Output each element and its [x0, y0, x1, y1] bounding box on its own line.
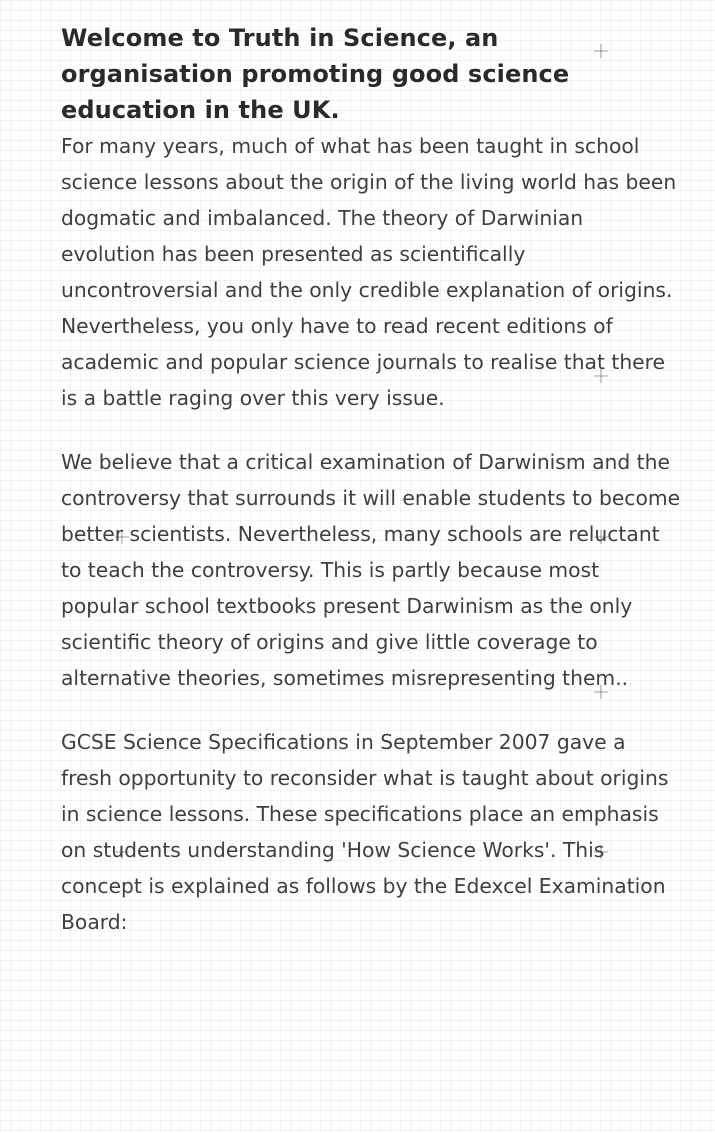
- gcse-paragraph: GCSE Science Specifications in September 2007 gave a fresh opportunity to reconsider what is taught about origins in science lessons. These specifications place an emphasis on students understanding 'How Science Works'. This concept is explained as follows by the Edexcel Examination Board:: [61, 730, 669, 934]
- page-title: Welcome to Truth in Science, an organisation promoting good science education in the UK.: [61, 24, 570, 124]
- article-content: [61, 20, 681, 968]
- intro-paragraph: For many years, much of what has been taught in school science lessons about the origin of the living world has been dogmatic and imbalanced. The theory of Darwinian evolution has been presented as scientifically uncontroversial and the only credible explanation of origins. Nevertheless, you only have to read recent editions of academic and popular science journals to realise that there is a battle raging over this very issue.: [61, 134, 677, 410]
- belief-paragraph: We believe that a critical examination of Darwinism and the controversy that surrounds it will enable students to become better scientists. Nevertheless, many schools are reluctant to teach the controversy. This is partly because most popular school textbooks present Darwinism as the only scientific theory of origins and give little coverage to alternative theories, sometimes misrepresenting them..: [61, 450, 681, 690]
